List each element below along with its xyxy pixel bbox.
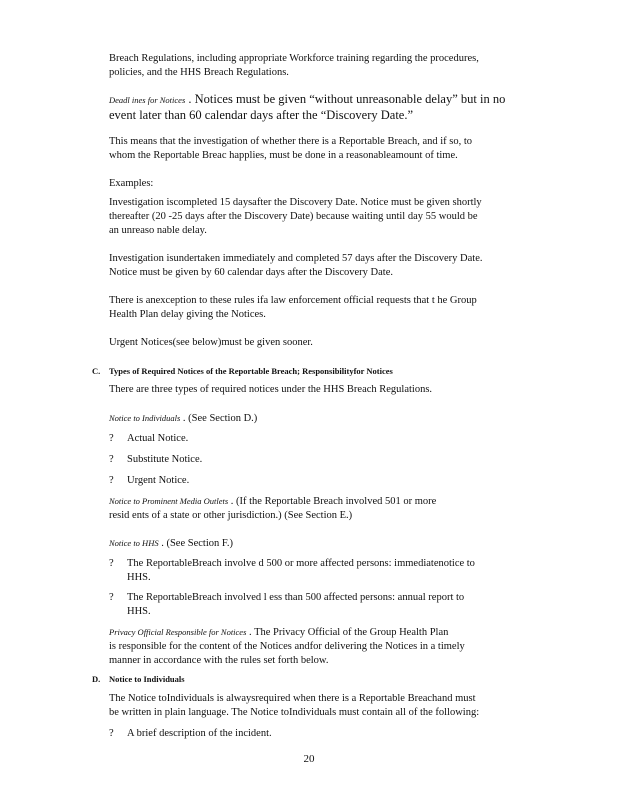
section-d-text (109, 692, 529, 720)
list-item: ? The ReportableBreach involved l ess than 500 affected persons: annual report to HHS. (109, 592, 465, 617)
notice-to-individuals-item: Notice to Individuals . (See Section D.) (109, 413, 258, 424)
section-d-heading (92, 674, 185, 684)
paragraph-breach-regulations (109, 52, 529, 80)
text-line: manner in accordance with the rules set forth below. (109, 655, 329, 666)
text-line: . Notices must be given “without unreasonable delay” but in no (188, 92, 506, 106)
section-title: Types of Required Notices of the Reportable Breach; Responsibilityfor Notices (109, 366, 393, 376)
page-number: 20 (303, 753, 315, 765)
text-line: thereafter (20 -25 days after the Discovery Date) because waiting until day 55 would be (109, 211, 478, 222)
text-line: Investigation isundertaken immediately and completed 57 days after the Discovery Date. (109, 253, 483, 264)
section-c-heading (92, 366, 393, 376)
text-line: policies, and the HHS Breach Regulations. (109, 67, 289, 78)
paragraph-example-2 (109, 252, 529, 280)
list-item: ? A brief description of the incident. (109, 728, 272, 739)
paragraph-this-means (109, 135, 529, 163)
section-letter: D. (92, 674, 101, 684)
notice-to-media-item: Notice to Prominent Media Outlets . (If the Reportable Breach involved 501 or more resid ents of a state or other jurisdiction.) (See Section E.) (109, 494, 529, 523)
text-line: an unreaso nable delay. (109, 225, 207, 236)
text-line: be written in plain language. The Notice toIndividuals must contain all of the following: (109, 707, 480, 718)
list-item: ? Substitute Notice. (109, 454, 203, 465)
text-line: whom the Reportable Breac happlies, must be done in a reasonableamount of time. (109, 150, 458, 161)
bullet-mark: ? (109, 433, 114, 444)
paragraph-exception (109, 294, 529, 322)
text-line: There is anexception to these rules ifa law enforcement official requests that t he Group (109, 295, 477, 306)
bullet-mark: ? (109, 728, 114, 739)
notice-media-label: Notice to Prominent Media Outlets (109, 496, 229, 506)
paragraph-urgent-notices (109, 336, 529, 350)
bullet-mark: ? (109, 558, 114, 569)
section-c-intro: There are three types of required notices under the HHS Breach Regulations. (109, 384, 433, 395)
list-item: ? Actual Notice. (109, 433, 189, 444)
paragraph-deadlines (109, 92, 529, 123)
examples-label: Examples: (109, 178, 154, 189)
privacy-official-label: Privacy Official Responsible for Notices (109, 627, 247, 637)
text-line: Breach Regulations, including appropriate Workforce training regarding the procedures, (109, 53, 479, 64)
notice-individuals-label: Notice to Individuals (109, 413, 181, 423)
bullet-mark: ? (109, 475, 114, 486)
text-line: event later than 60 calendar days after the “Discovery Date.” (109, 108, 414, 122)
notice-hhs-label: Notice to HHS (109, 538, 159, 548)
section-letter: C. (92, 366, 101, 376)
text-line: resid ents of a state or other jurisdiction.) (See Section E.) (109, 510, 353, 521)
text-line: The Notice toIndividuals is alwaysrequired when there is a Reportable Breachand must (109, 693, 476, 704)
text-line: Investigation iscompleted 15 daysafter the Discovery Date. Notice must be given shortly (109, 197, 482, 208)
text-line: Health Plan delay giving the Notices. (109, 309, 266, 320)
text-line: Notice must be given by 60 calendar days after the Discovery Date. (109, 267, 393, 278)
list-item: ? The ReportableBreach involve d 500 or more affected persons: immediatenotice to HHS. (109, 558, 475, 583)
text-line: Urgent Notices(see below)must be given sooner. (109, 337, 313, 348)
deadlines-label: Deadl ines for Notices (109, 95, 186, 105)
paragraph-example-1 (109, 196, 529, 238)
notice-to-hhs-item: Notice to HHS . (See Section F.) (109, 538, 233, 549)
text-line: This means that the investigation of whether there is a Reportable Breach, and if so, to (109, 136, 473, 147)
section-title: Notice to Individuals (109, 674, 185, 684)
list-item: ? Urgent Notice. (109, 475, 190, 486)
bullet-mark: ? (109, 454, 114, 465)
text-line: is responsible for the content of the Notices andfor delivering the Notices in a timely (109, 641, 465, 652)
bullet-mark: ? (109, 592, 114, 603)
privacy-official-item: Privacy Official Responsible for Notices . The Privacy Official of the Group Health Plan is responsible for the content of the Notices andfor delivering the Notices in a timely manner in accordance with the rules set forth below. (109, 625, 529, 668)
